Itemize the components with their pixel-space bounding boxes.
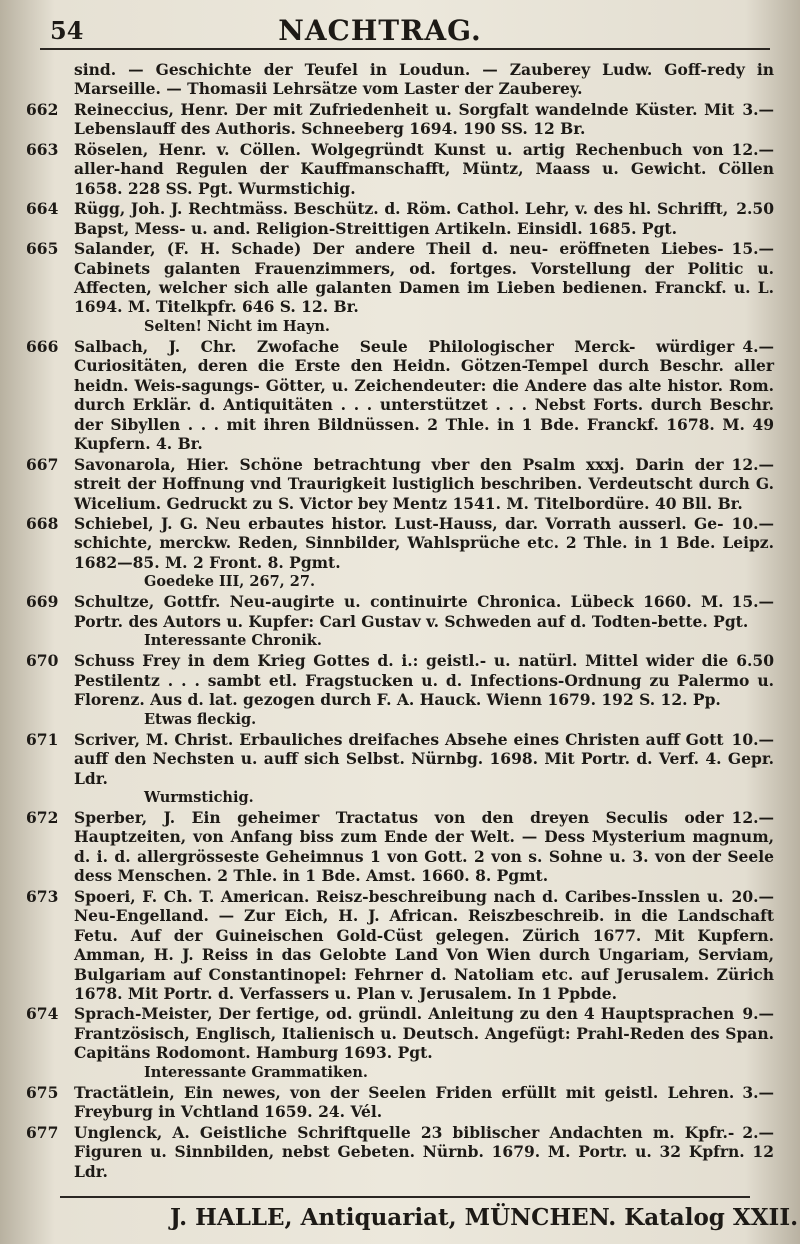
entry-note: Interessante Grammatiken.	[144, 1063, 368, 1081]
entry-price: 20.—	[731, 886, 774, 906]
entry-number: 669	[26, 592, 59, 612]
entry-description: Salbach, J. Chr. Zwofache Seule Philologischer Merck- würdiger Curiositäten, deren die Erste den Heidn. Götzen-Tempel durch Beschr. aller heidn. Weis-sagungs- Götter, u. Zeichendeuter: die Andere das alte histor. Rom. durch Erklär. d. Antiquitäten . . . unterstützet . . . Nebst Forts. durch Beschr. der Sibyllen . . . mit ihren Bildnüssen. 2 Thle. in 1 Bde. Franckf. 1678. M. 49 Kupfern. 4. Br.	[74, 336, 774, 454]
entry-description: Savonarola, Hier. Schöne betrachtung vber den Psalm xxxj. Darin der streit der Hoffnung vnd Traurigkeit lustiglich beschriben. Verdeutscht durch G. Wicelium. Gedruckt zu S. Victor bey Mentz 1541. M. Titelbordüre. 40 Bll. Br.	[74, 454, 774, 513]
entry-price: 10.—	[731, 729, 774, 749]
catalog-entry	[26, 514, 774, 591]
entry-price: 15.—	[731, 592, 774, 612]
entry-description: Schuss Frey in dem Krieg Gottes d. i.: geistl.- u. natürl. Mittel wider die Pestilentz . . . sambt etl. Fragstucken u. d. Infections-Ordnung zu Palermo u. Florenz. Aus d. lat. gezogen durch F. A. Hauck. Wienn 1679. 192 S. 12. Pp.	[74, 651, 774, 710]
entry-body	[74, 1004, 774, 1081]
entry-note: Interessante Chronik.	[144, 632, 322, 650]
entry-note: Goedeke III, 267, 27.	[144, 573, 315, 591]
entry-number: 672	[26, 807, 59, 827]
entry-number: 665	[26, 239, 59, 259]
entry-description: Schiebel, J. G. Neu erbautes histor. Lust-Hauss, dar. Vorrath ausserl. Ge-schichte, merckw. Reden, Sinnbilder, Wahlsprüche etc. 2 Thle. in 1 Bde. Leipz. 1682—85. M. 2 Front. 8. Pgmt.	[74, 513, 774, 572]
entry-number: 662	[26, 99, 59, 119]
catalog-entry	[26, 455, 774, 513]
entry-body	[74, 239, 774, 336]
entry-body	[74, 100, 774, 139]
publisher-imprint: J. HALLE, Antiquariat, MÜNCHEN. Katalog XXII.	[170, 1204, 799, 1231]
entry-price: 12.—	[731, 454, 774, 474]
catalog-entry	[26, 140, 774, 198]
entry-body	[74, 808, 774, 886]
entry-body	[74, 1123, 774, 1181]
entry-price: 2.50	[736, 199, 774, 219]
entry-body	[74, 337, 774, 454]
entry-number: 664	[26, 199, 59, 219]
catalog-entry	[26, 1123, 774, 1181]
continuation-text: sind. — Geschichte der Teufel in Loudun. — Zauberey Ludw. Goff-redy in Marseille. — Thomasii Lehrsätze vom Laster der Zauberey.	[74, 60, 774, 99]
entry-price: 2.—	[742, 1122, 774, 1142]
entry-price: 15.—	[731, 239, 774, 259]
entry-number: 675	[26, 1082, 59, 1102]
entry-price: 12.—	[731, 807, 774, 827]
catalog-entry	[26, 730, 774, 807]
entry-body	[74, 730, 774, 807]
entry-number: 663	[26, 139, 59, 159]
catalog-entry	[26, 1083, 774, 1122]
entry-number: 673	[26, 886, 59, 906]
entry-description: Spoeri, F. Ch. T. American. Reisz-beschreibung nach d. Caribes-Insslen u. Neu-Engelland. — Zur Eich, H. J. African. Reiszbeschreib. in die Landschaft Fetu. Auf der Guineischen Gold-Cüst gelegen. Zürich 1677. Mit Kupfern. Amman, H. J. Reiss in das Gelobte Land Von Wien durch Ungariam, Serviam, Bulgariam auf Constantinopel: Fehrner d. Natoliam etc. auf Jerusalem. Zürich 1678. Mit Portr. d. Verfassers u. Plan v. Jerusalem. In 1 Ppbde.	[74, 886, 774, 1004]
entry-price: 3.—	[742, 1082, 774, 1102]
entry-body	[74, 199, 774, 238]
entry-number: 670	[26, 651, 59, 671]
entry-number: 671	[26, 729, 59, 749]
footer-rule	[60, 1196, 750, 1198]
entry-description: Schultze, Gottfr. Neu-augirte u. continuirte Chronica. Lübeck 1660. M. Portr. des Autors u. Kupfer: Carl Gustav v. Schweden auf d. Todten-bette. Pgt.	[74, 592, 749, 631]
entry-note: Selten! Nicht im Hayn.	[144, 317, 330, 335]
entry-description: Röselen, Henr. v. Cöllen. Wolgegründt Kunst u. artig Rechenbuch von aller-hand Regulen der Kauffmanschafft, Müntz, Maass u. Gewicht. Cöllen 1658. 228 SS. Pgt. Wurmstichig.	[74, 139, 774, 198]
entry-price: 4.—	[742, 336, 774, 356]
entry-body	[74, 592, 774, 650]
catalog-entry	[26, 100, 774, 139]
running-title: NACHTRAG.	[278, 14, 482, 47]
header-rule	[40, 48, 770, 50]
entry-body	[74, 887, 774, 1004]
entry-price: 12.—	[731, 139, 774, 159]
catalog-entry	[26, 592, 774, 650]
entry-body	[74, 651, 774, 728]
catalog-listing	[26, 60, 774, 1182]
entry-description: Unglenck, A. Geistliche Schriftquelle 23 biblischer Andachten m. Kpfr.-Figuren u. Sinnbilden, nebst Gebeten. Nürnb. 1679. M. Portr. u. 32 Kpfrn. 12 Ldr.	[74, 1122, 774, 1181]
entry-number: 667	[26, 454, 59, 474]
entry-description: Rügg, Joh. J. Rechtmäss. Beschütz. d. Röm. Cathol. Lehr, v. des hl. Schrifft, Bapst, Mess- u. and. Religion-Streittigen Artikeln. Einsidl. 1685. Pgt.	[74, 199, 729, 238]
entry-number: 668	[26, 513, 59, 533]
entry-number: 677	[26, 1122, 59, 1142]
entry-description: Salander, (F. H. Schade) Der andere Theil d. neu- eröffneten Liebes-Cabinets galanten Frauenzimmers, od. fortges. Vorstellung der Politic u. Affecten, welcher sich alle galanten Damen im Lieben bedienen. Franckf. u. L. 1694. M. Titelkpfr. 646 S. 12. Br.	[74, 239, 774, 317]
entry-list	[26, 100, 774, 1181]
entry-price: 6.50	[736, 651, 774, 671]
entry-description: Reineccius, Henr. Der mit Zufriedenheit u. Sorgfalt wandelnde Küster. Mit Lebenslauff des Authoris. Schneeberg 1694. 190 SS. 12 Br.	[74, 99, 735, 139]
entry-description: Sperber, J. Ein geheimer Tractatus von den dreyen Seculis oder Hauptzeiten, von Anfang biss zum Ende der Welt. — Dess Mysterium magnum, d. i. d. allergrösseste Geheimnus 1 von Gott. 2 von s. Sohne u. 3. von der Seele dess Menschen. 2 Thle. in 1 Bde. Amst. 1660. 8. Pgmt.	[74, 807, 774, 886]
catalog-entry	[26, 239, 774, 336]
entry-number: 666	[26, 336, 59, 356]
catalog-entry	[26, 1004, 774, 1081]
catalog-entry	[26, 199, 774, 238]
page-number: 54	[50, 16, 84, 45]
entry-note: Wurmstichig.	[144, 788, 254, 806]
catalog-entry	[26, 337, 774, 454]
entry-description: Sprach-Meister, Der fertige, od. gründl. Anleitung zu den 4 Hauptsprachen Frantzösisch, Englisch, Italienisch u. Deutsch. Angefügt: Prahl-Reden des Span. Capitäns Rodomont. Hamburg 1693. Pgt.	[74, 1004, 774, 1063]
catalog-entry	[26, 808, 774, 886]
entry-body	[74, 140, 774, 198]
entry-body	[74, 514, 774, 591]
entry-description: Tractätlein, Ein newes, von der Seelen Friden erfüllt mit geistl. Lehren. Freyburg in Vchtland 1659. 24. Vél.	[74, 1082, 735, 1122]
entry-note: Etwas fleckig.	[144, 710, 257, 728]
entry-number: 674	[26, 1004, 59, 1024]
page-header	[0, 10, 800, 50]
entry-body	[74, 455, 774, 513]
entry-price: 9.—	[742, 1004, 774, 1024]
entry-description: Scriver, M. Christ. Erbauliches dreifaches Absehe eines Christen auff Gott auff den Nechsten u. auff sich Selbst. Nürnbg. 1698. Mit Portr. d. Verf. 4. Gepr. Ldr.	[74, 729, 774, 788]
page-footer	[0, 1196, 800, 1236]
entry-price: 3.—	[742, 99, 774, 119]
entry-price: 10.—	[731, 513, 774, 533]
catalog-entry	[26, 887, 774, 1004]
entry-body	[74, 1083, 774, 1122]
catalog-entry	[26, 651, 774, 728]
